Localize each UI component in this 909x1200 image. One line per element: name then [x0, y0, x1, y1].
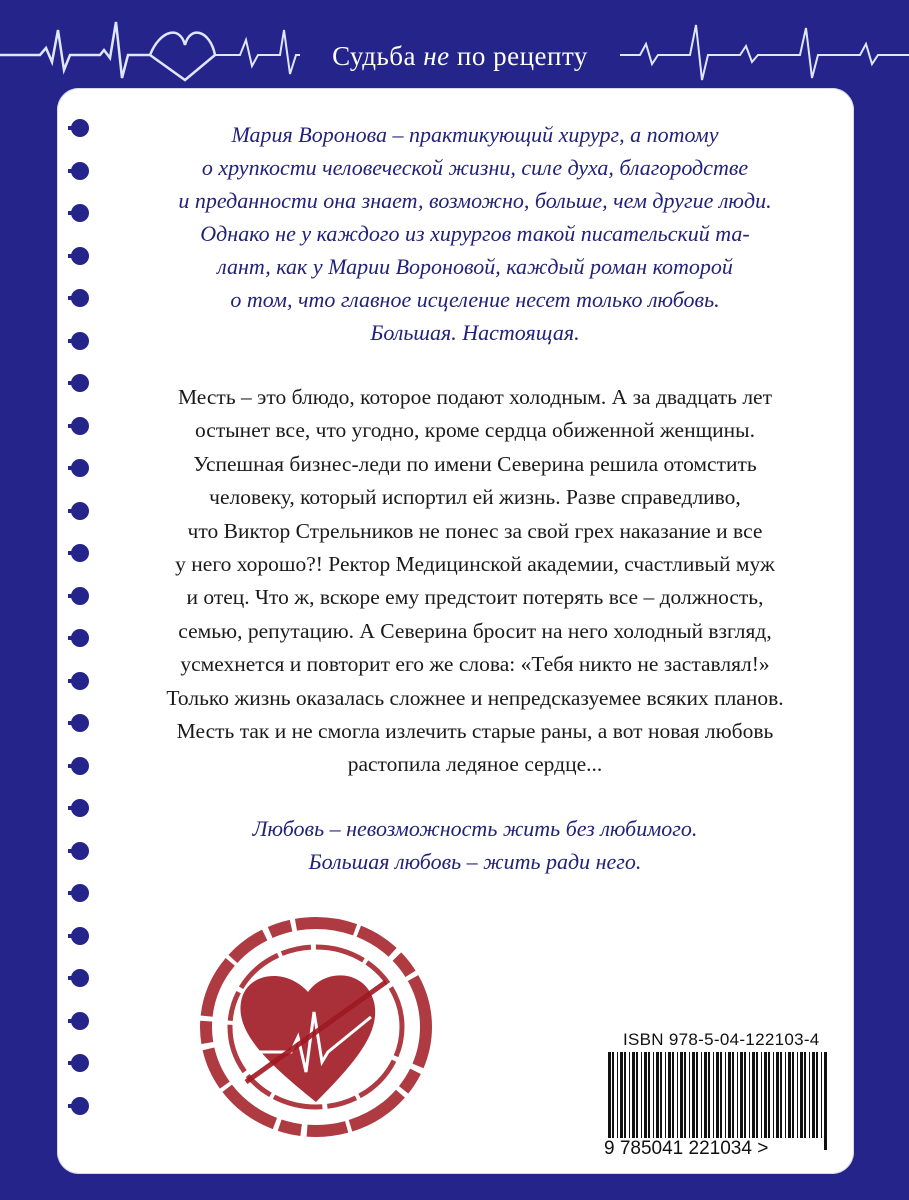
barcode-bar	[816, 1052, 818, 1138]
barcode-bar	[788, 1052, 791, 1138]
barcode-bar	[804, 1052, 806, 1138]
intro-line: о том, что главное исцеление несет только любовь.	[230, 287, 720, 312]
barcode-bar	[773, 1052, 774, 1138]
intro-line: лант, как у Марии Вороновой, каждый роман которой	[217, 254, 733, 279]
barcode-bar	[744, 1052, 746, 1138]
barcode-bar	[704, 1052, 707, 1138]
barcode-bar	[653, 1052, 654, 1138]
barcode-bar	[752, 1052, 755, 1138]
series-title	[300, 36, 620, 76]
synopsis-line: усмехнется и повторит его же слова: «Тебя никто не заставлял!»	[180, 652, 770, 677]
barcode-bar	[768, 1052, 770, 1138]
barcode-bar	[701, 1052, 702, 1138]
barcode-bar	[792, 1052, 794, 1138]
motto-line: Любовь – невозможность жить без любимого.	[252, 816, 698, 841]
intro-line: Большая. Настоящая.	[370, 320, 580, 345]
synopsis-line: растопила ледяное сердце...	[347, 752, 603, 777]
series-title-italic: не	[423, 41, 450, 71]
barcode-bar	[641, 1052, 642, 1138]
binding-ring-icon	[68, 584, 92, 608]
barcode-bar	[809, 1052, 810, 1138]
synopsis-line: что Виктор Стрельников не понес за свой грех наказание и все	[187, 518, 763, 543]
intro-line: Мария Воронова – практикующий хирург, а потому	[231, 122, 719, 147]
barcode-bar	[716, 1052, 719, 1150]
series-title-part1: Судьба	[332, 41, 416, 71]
barcode-bar	[684, 1052, 686, 1138]
binding-ring-icon	[68, 711, 92, 735]
binding-ring-icon	[68, 626, 92, 650]
binding-ring-icon	[68, 881, 92, 905]
synopsis-line: человеку, который испортил ей жизнь. Разве справедливо,	[209, 485, 741, 510]
synopsis-line: Успешная бизнес-леди по имени Северина решила отомстить	[193, 451, 757, 476]
binding-ring-icon	[68, 924, 92, 948]
broken-heart-stamp-icon	[196, 912, 436, 1142]
barcode-bar	[740, 1052, 743, 1138]
binding-ring-icon	[68, 669, 92, 693]
barcode-bar	[737, 1052, 738, 1138]
barcode-bar	[660, 1052, 662, 1138]
synopsis-line: Месть – это блюдо, которое подают холодным. А за двадцать лет	[177, 385, 773, 409]
binding-ring-icon	[68, 286, 92, 310]
barcode-bar	[749, 1052, 750, 1138]
binding-ring-icon	[68, 966, 92, 990]
barcode-bar	[800, 1052, 803, 1138]
binding-ring-icon	[68, 116, 92, 140]
binding-ring-icon	[68, 329, 92, 353]
binding-ring-icon	[68, 371, 92, 395]
motto-line: Большая любовь – жить ради него.	[308, 849, 642, 874]
barcode-bar	[776, 1052, 779, 1138]
binding-ring-icon	[68, 159, 92, 183]
isbn-label: ISBN 978-5-04-122103-4	[623, 1030, 820, 1049]
barcode-bar	[764, 1052, 767, 1138]
intro-line: и преданности она знает, возможно, больше, чем другие люди.	[178, 188, 772, 213]
barcode-bar	[656, 1052, 659, 1138]
binding-ring-icon	[68, 499, 92, 523]
barcode-bar	[608, 1052, 611, 1150]
synopsis	[110, 381, 840, 782]
binding-ring-icon	[68, 1009, 92, 1033]
barcode-bar	[696, 1052, 698, 1138]
binding-ring-icon	[68, 201, 92, 225]
synopsis-line: семью, репутацию. А Северина бросит на него холодный взгляд,	[178, 618, 772, 643]
barcode-bar	[728, 1052, 731, 1138]
barcode-bar	[756, 1052, 758, 1138]
barcode-bar	[668, 1052, 671, 1138]
barcode-bar	[665, 1052, 666, 1138]
binding-ring-icon	[68, 754, 92, 778]
author-intro	[110, 118, 840, 349]
barcode-bar	[644, 1052, 647, 1138]
barcode-bar	[824, 1052, 827, 1150]
barcode-bar	[732, 1052, 734, 1138]
intro-line: Однако не у каждого из хирургов такой писательский та-	[200, 221, 750, 246]
barcode-bar	[612, 1052, 614, 1138]
barcode-bar	[821, 1052, 822, 1138]
binding-ring-icon	[68, 456, 92, 480]
barcode-bar	[620, 1052, 623, 1138]
barcode-digits: 9 785041 221034 >	[604, 1138, 769, 1159]
synopsis-line: Только жизнь оказалась сложнее и непредсказуемее всяких планов.	[166, 685, 784, 710]
barcode-bar	[648, 1052, 650, 1138]
synopsis-line: остынет все, что угодно, кроме сердца обиженной женщины.	[195, 418, 755, 443]
barcode-bar	[785, 1052, 786, 1138]
binding-ring-icon	[68, 541, 92, 565]
barcode-bar	[624, 1052, 626, 1138]
barcode-bar	[720, 1052, 722, 1150]
synopsis-line: у него хорошо?! Ректор Медицинской академии, счастливый муж	[175, 552, 775, 577]
binding-ring-icon	[68, 839, 92, 863]
barcode-bar	[708, 1052, 710, 1138]
binding-ring-icon	[68, 244, 92, 268]
binding-ring-icon	[68, 1051, 92, 1075]
barcode-bar	[632, 1052, 635, 1138]
binding-ring-icon	[68, 414, 92, 438]
barcode-bar	[629, 1052, 630, 1138]
barcode-bar	[797, 1052, 798, 1138]
barcode-bar	[725, 1052, 726, 1138]
binding-ring-icon	[68, 796, 92, 820]
series-title-part2: по рецепту	[456, 41, 588, 71]
barcode-bar	[672, 1052, 674, 1138]
barcode-bar	[780, 1052, 782, 1138]
synopsis-line: Месть так и не смогла излечить старые раны, а вот новая любовь	[176, 719, 774, 744]
barcode-bar	[713, 1052, 714, 1138]
synopsis-line: и отец. Что ж, вскоре ему предстоит потерять все – должность,	[186, 585, 764, 610]
barcode-bar	[617, 1052, 618, 1138]
barcode-bar	[680, 1052, 683, 1138]
barcode-bar	[812, 1052, 815, 1138]
intro-line: о хрупкости человеческой жизни, силе духа, благородстве	[201, 155, 749, 180]
motto	[110, 812, 840, 878]
barcode-bar	[689, 1052, 690, 1138]
binding-ring-icon	[68, 1094, 92, 1118]
barcode-bar	[636, 1052, 638, 1138]
barcode-bar	[761, 1052, 762, 1138]
barcode-bar	[677, 1052, 678, 1138]
barcode-bar	[692, 1052, 695, 1138]
